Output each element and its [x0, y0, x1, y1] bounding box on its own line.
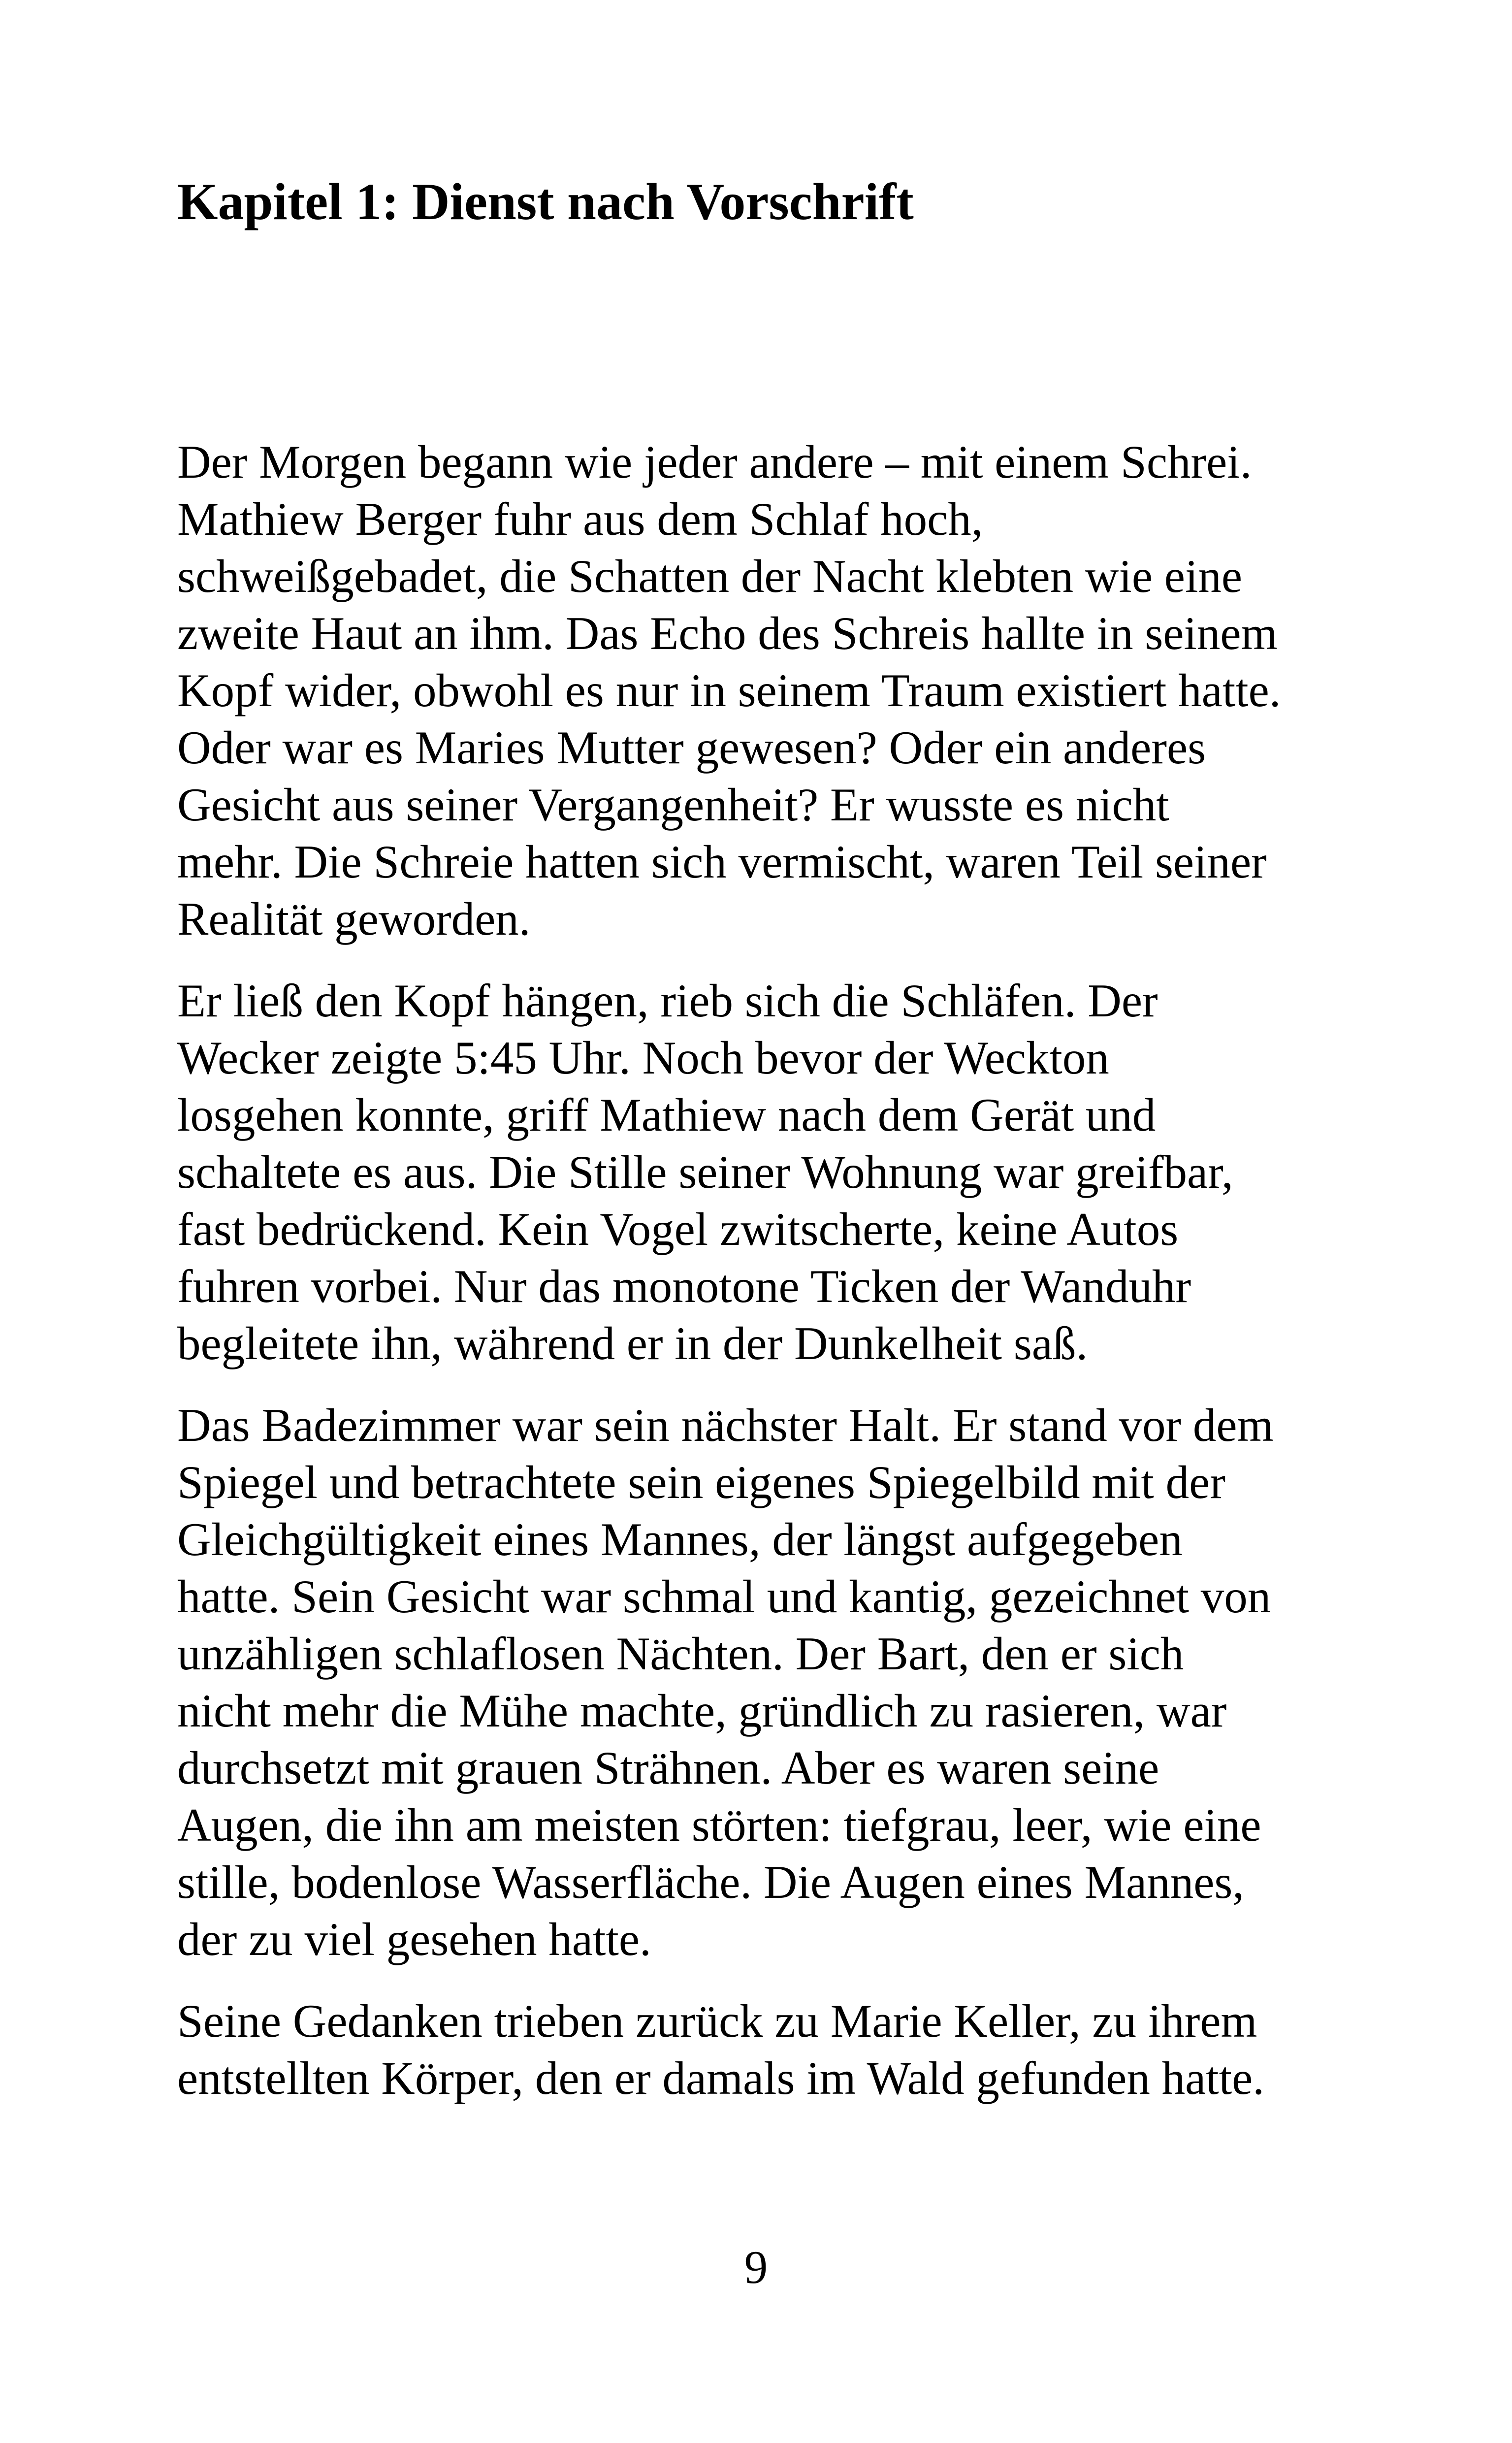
paragraph-3	[177, 1397, 1369, 1968]
body-text	[177, 433, 1369, 2131]
text-line: entstellten Körper, den er damals im Wald gefunden hatte.	[177, 2052, 1265, 2104]
text-line: mehr. Die Schreie hatten sich vermischt, waren Teil seiner	[177, 836, 1267, 888]
chapter-title: Kapitel 1: Dienst nach Vorschrift	[177, 173, 914, 230]
text-line: begleitete ihn, während er in der Dunkelheit saß.	[177, 1317, 1088, 1369]
paragraph-1	[177, 433, 1369, 947]
text-line: Oder war es Maries Mutter gewesen? Oder ein anderes	[177, 721, 1206, 774]
text-line: Augen, die ihn am meisten störten: tiefgrau, leer, wie eine	[177, 1799, 1261, 1851]
text-line: fast bedrückend. Kein Vogel zwitscherte, keine Autos	[177, 1203, 1179, 1255]
text-line: Er ließ den Kopf hängen, rieb sich die Schläfen. Der	[177, 975, 1158, 1027]
text-line: schweißgebadet, die Schatten der Nacht klebten wie eine	[177, 550, 1243, 602]
text-line: Mathiew Berger fuhr aus dem Schlaf hoch,	[177, 493, 983, 545]
paragraph-4	[177, 1992, 1369, 2107]
page-number: 9	[744, 2241, 768, 2293]
text-line: Spiegel und betrachtete sein eigenes Spiegelbild mit der	[177, 1456, 1225, 1508]
text-line: fuhren vorbei. Nur das monotone Ticken der Wanduhr	[177, 1260, 1191, 1312]
text-line: schaltete es aus. Die Stille seiner Wohnung war greifbar,	[177, 1146, 1233, 1198]
text-line: hatte. Sein Gesicht war schmal und kantig, gezeichnet von	[177, 1570, 1271, 1623]
text-line: Gesicht aus seiner Vergangenheit? Er wusste es nicht	[177, 779, 1169, 831]
text-line: Kopf wider, obwohl es nur in seinem Traum existiert hatte.	[177, 664, 1281, 717]
text-line: Das Badezimmer war sein nächster Halt. Er stand vor dem	[177, 1399, 1274, 1451]
text-line: Realität geworden.	[177, 893, 531, 945]
text-line: unzähligen schlaflosen Nächten. Der Bart, den er sich	[177, 1628, 1184, 1680]
text-line: nicht mehr die Mühe machte, gründlich zu rasieren, war	[177, 1685, 1227, 1737]
text-line: durchsetzt mit grauen Strähnen. Aber es waren seine	[177, 1742, 1159, 1794]
text-line: Seine Gedanken trieben zurück zu Marie Keller, zu ihrem	[177, 1995, 1257, 2047]
text-line: Gleichgültigkeit eines Mannes, der längst aufgegeben	[177, 1513, 1183, 1565]
text-line: Der Morgen begann wie jeder andere – mit einem Schrei.	[177, 436, 1252, 488]
text-line: Wecker zeigte 5:45 Uhr. Noch bevor der Weckton	[177, 1032, 1109, 1084]
text-line: losgehen konnte, griff Mathiew nach dem Gerät und	[177, 1089, 1156, 1141]
text-line: der zu viel gesehen hatte.	[177, 1913, 651, 1965]
text-line: zweite Haut an ihm. Das Echo des Schreis hallte in seinem	[177, 607, 1278, 659]
paragraph-2	[177, 972, 1369, 1372]
text-line: stille, bodenlose Wasserfläche. Die Augen eines Mannes,	[177, 1856, 1245, 1908]
